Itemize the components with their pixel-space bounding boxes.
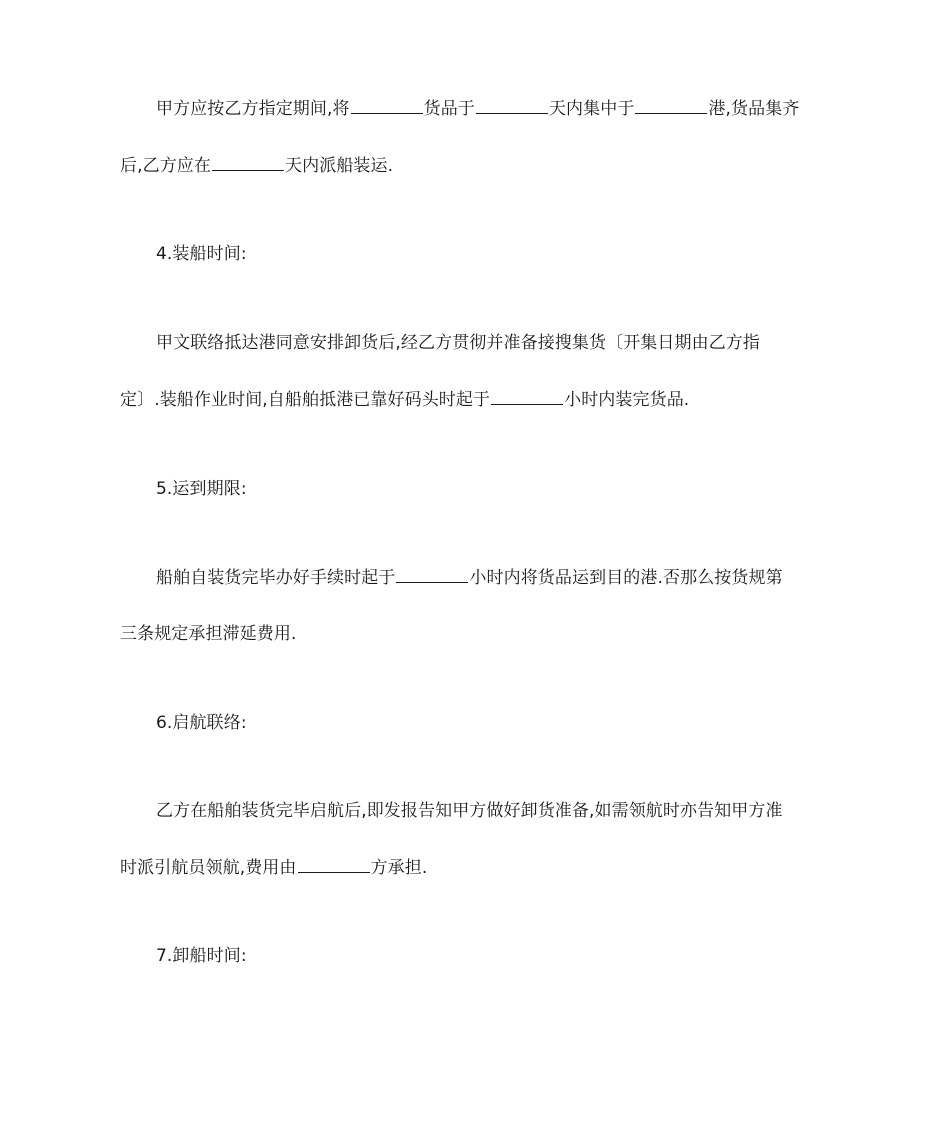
fill-blank (396, 580, 468, 583)
paragraph-line (120, 388, 689, 412)
paragraph-line (120, 856, 427, 880)
text-segment: 货品于 (423, 99, 475, 119)
heading-text: 4.装船时间: (156, 244, 247, 264)
fill-blank (476, 111, 548, 114)
heading-text: 5.运到期限: (156, 479, 247, 499)
fill-blank (491, 402, 563, 405)
section-heading-5 (156, 477, 247, 501)
paragraph-line (156, 97, 799, 121)
text-segment: 甲方应按乙方指定期间,将 (156, 99, 350, 119)
paragraph-line (156, 331, 760, 355)
heading-text: 6.启航联络: (156, 713, 247, 733)
text-segment: 小时内装完货品. (564, 390, 690, 410)
text-segment: 天内集中于 (548, 99, 635, 119)
text-segment: 定〕.装船作业时间,自船舶抵港已靠好码头时起于 (120, 390, 491, 410)
fill-blank (635, 111, 707, 114)
text-segment: 天内派船装运. (285, 156, 394, 176)
paragraph-line (120, 154, 393, 178)
text-segment: 三条规定承担滞延费用. (120, 624, 297, 644)
paragraph-line (120, 622, 297, 646)
text-segment: 小时内将货品运到目的港.否那么按货规第 (469, 568, 783, 588)
paragraph-line (156, 566, 783, 590)
text-segment: 港,货品集齐 (708, 99, 800, 119)
fill-blank (351, 111, 423, 114)
text-segment: 船舶自装货完毕办好手续时起于 (156, 568, 396, 588)
text-segment: 时派引航员领航,费用由 (120, 858, 297, 878)
text-segment: 后,乙方应在 (120, 156, 212, 176)
section-heading-6 (156, 711, 247, 735)
heading-text: 7.卸船时间: (156, 946, 247, 966)
section-heading-7 (156, 944, 247, 968)
fill-blank (212, 168, 284, 171)
fill-blank (298, 870, 370, 873)
section-heading-4 (156, 242, 247, 266)
text-segment: 甲文联络抵达港同意安排卸货后,经乙方贯彻并准备接搜集货〔开集日期由乙方指 (156, 333, 761, 353)
text-segment: 方承担. (370, 858, 428, 878)
text-segment: 乙方在船舶装货完毕启航后,即发报告知甲方做好卸货准备,如需领航时亦告知甲方准 (156, 801, 783, 821)
paragraph-line (156, 799, 783, 823)
